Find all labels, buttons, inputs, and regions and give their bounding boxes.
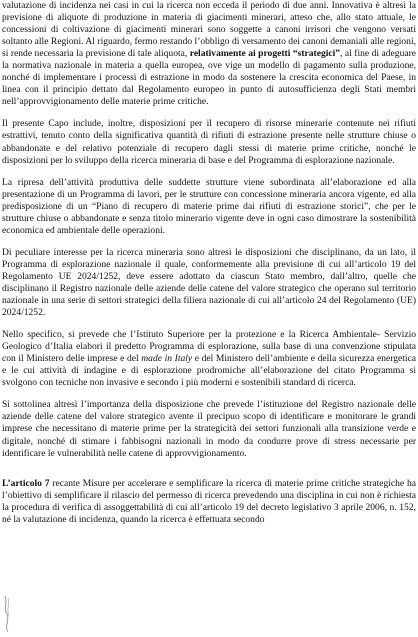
paragraph-ispra-programma — [2, 329, 416, 389]
paragraph-ispra-text-c: e del Ministero dell’ambiente e della sicurezza energetica e le cui attività di indagine e di esplorazione prodromiche all’elaborazione del citato Programma si svolgono con tecniche non invasive e secondo i più moderni e sostenibili standard di ricerca. — [2, 353, 416, 389]
paragraph-ricerca-mineraria: Di peculiare interesse per la ricerca mineraria sono altresì le disposizioni che disciplinano, da un lato, il Programma di esplorazione nazionale il quale, conformemente alla previsione di cui all’articolo 19 del Regolamento UE 2024/1252, deve essere adottato da ciascun Stato membro, dall’altro, quelle che disciplinano il Registro nazionale delle aziende delle catene del valore strategico che operano sul territorio nazionale in una serie di settori strategici della filiera nazionale di cui all’articolo 24 del Regolamento (UE) 2024/1252. — [2, 246, 416, 319]
paragraph-ispra-italic: made in Italy — [141, 353, 193, 365]
paragraph-rifiuti-estrattivi: Il presente Capo include, inoltre, disposizioni per il recupero di risorse minerarie contenute nei rifiuti estrattivi, tenuto conto della significativa quantità di rifiuti di estrazione presente nelle strutture chiuse o abbandonate e del relativo potenziale di recupero dagli stessi di materie prime critiche, nonché le disposizioni per lo sviluppo della ricerca mineraria di base e del Programma di esplorazione nazionale. — [2, 118, 416, 166]
document-body — [2, 0, 416, 526]
paragraph-ripresa-attivita: La ripresa dell’attività produttiva delle suddette strutture viene subordinata all’elaborazione ed alla presentazione di un Programma di lavori, per le strutture con concessione mineraria ancora vigente, ed alla predisposizione di un “Piano di recupero di materie prime dai rifiuti di estrazione storici”, che per le strutture chiuse o abbandonate e senza titolo minerario vigente deve in ogni caso dimostrare la sostenibilità economica ed ambientale delle operazioni. — [2, 176, 416, 236]
paragraph-aliquote-bold: relativamente ai progetti “strategici” — [189, 48, 341, 60]
paragraph-articolo-7 — [2, 478, 416, 526]
paragraph-ispra-text-a: Nello specifico, si prevede che l’Istituto Superiore per la protezione e la Ricerca Ambientale- Servizio Geologico d’Italia elabori il predetto Programma di esplorazione, sulla base di una convenzione stipulata con il Ministero delle imprese e del — [2, 329, 416, 365]
article-7-heading: L’articolo 7 — [2, 477, 50, 489]
margin-stamp-mark — [2, 594, 12, 634]
paragraph-aliquote — [2, 0, 416, 108]
paragraph-aliquote-text-c: , al fine di adeguare la normativa nazionale in materia a quella europea, ove vige un modello di pagamento sulla produzione, nonché di implementare i processi di estrazione in modo da sostenere la crescita economica del Paese, in linea con il principio dettato dal Regolamento europeo in punto di autosufficienza degli Stati membri nell’approvvigionamento delle materie prime critiche. — [2, 48, 416, 108]
paragraph-aliquote-text-a: valutazione di incidenza nei casi in cui la ricerca non ecceda il periodo di due anni. Innovativa è altresì la previsione di aliquote di produzione in materia di giacimenti minerari, atteso che, allo stato attuale, le concessioni di coltivazione di giacimenti minerari sono soggette a canoni irrisori che vengono versati soltanto alle Regioni. Al riguardo, fermo restando l’obbligo di versamento dei canoni demaniali alle regioni, si rende necessaria la previsione di tale aliquota, — [2, 0, 416, 60]
paragraph-articolo-7-text: recante Misure per accelerare e semplificare la ricerca di materie prime critiche strategiche ha l’obiettivo di semplificare il rilascio del permesso di ricerca prevedendo una disciplina in cui non è richiesta la procedura di verifica di assoggettabilità di cui all’articolo 19 del decreto legislativo 3 aprile 2006, n. 152, né la valutazione di incidenza, quando la ricerca è effettuata secondo — [2, 477, 416, 525]
paragraph-registro-nazionale: Si sottolinea altresì l’importanza della disposizione che prevede l’istituzione del Registro nazionale delle aziende delle catene del valore strategico avente il precipuo scopo di identificare e monitorare le grandi imprese che necessitano di materie prime per la strategicità dei settori funzionali alla transizione verde e digitale, nonché di stimare i fabbisogni nazionali in modo da condurre prove di stress necessarie per identificare le vulnerabilità nelle catene di approvvigionamento. — [2, 399, 416, 459]
